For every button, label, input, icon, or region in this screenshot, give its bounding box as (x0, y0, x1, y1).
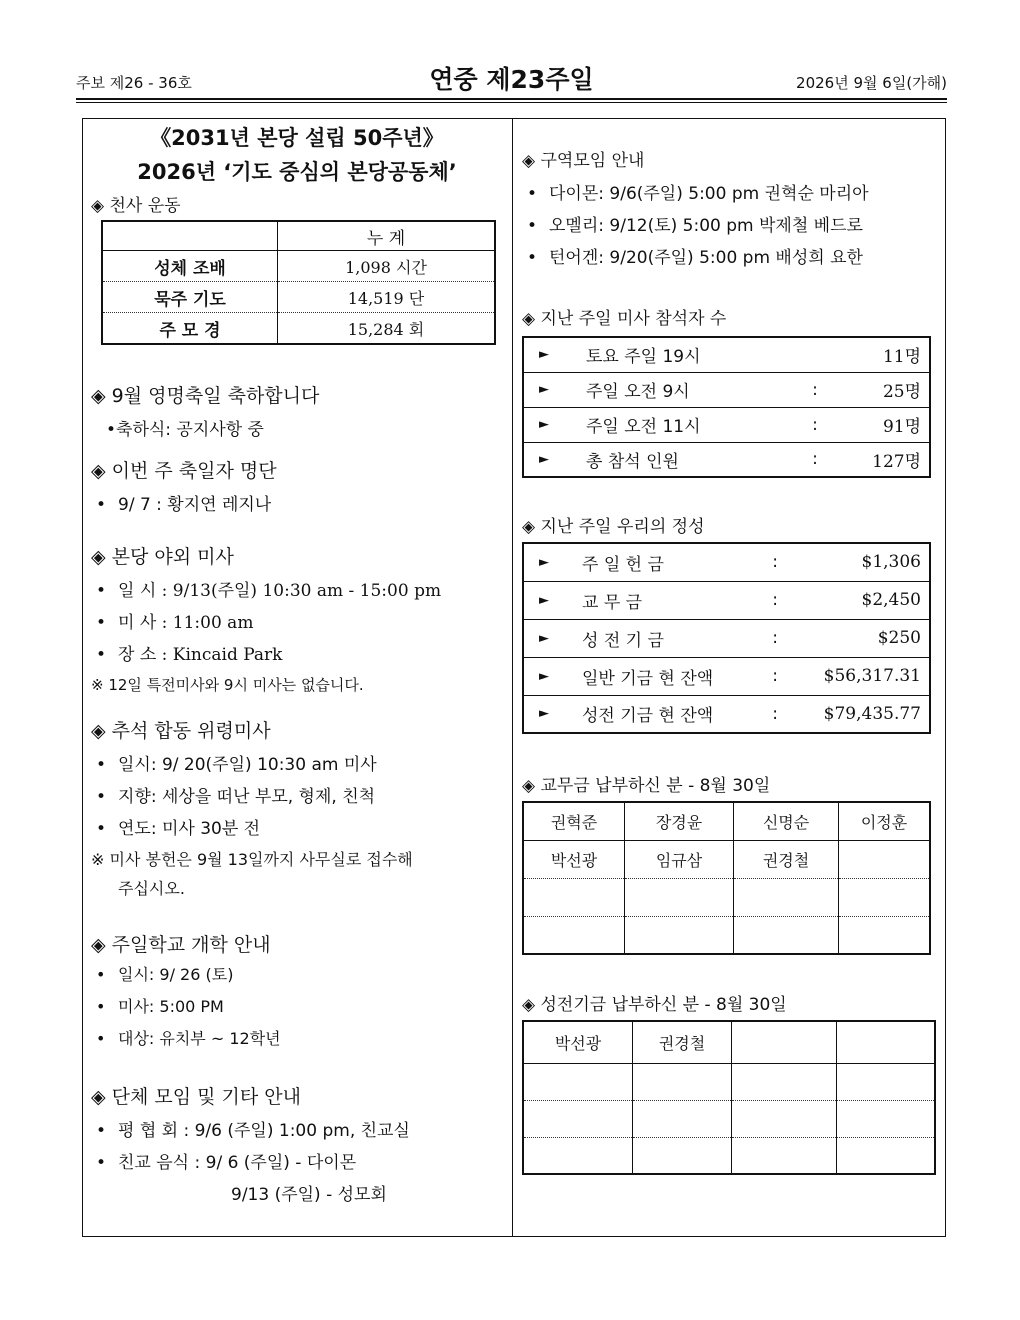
table-row (523, 407, 930, 442)
offering-value: $1,306 (861, 552, 921, 573)
banner-line1: 《2031년 본당 설립 50주년》 (150, 126, 444, 150)
offering-colon: : (760, 581, 790, 619)
chuseok-item: • 연도: 미사 30분 전 (96, 814, 260, 839)
angel-value: 14,519 단 (278, 282, 496, 313)
chuseok-item: • 일시: 9/ 20(주일) 10:30 am 미사 (96, 750, 377, 775)
arrow-icon: ► (523, 657, 564, 695)
attendance-value: 127명 (830, 442, 930, 477)
attendance-label: 총 참석 인원 (564, 442, 800, 477)
attendance-value: 11명 (882, 347, 921, 368)
angel-heading: ◈ 천사 운동 (91, 196, 181, 216)
nameday-item: •축하식: 공지사항 중 (106, 420, 264, 440)
angel-label: 묵주 기도 (102, 282, 278, 313)
column-divider (512, 118, 513, 1237)
issue-number: 주보 제26 - 36호 (76, 74, 192, 92)
chuseok-heading: ◈ 추석 합동 위령미사 (91, 720, 271, 742)
donor-cell (732, 1137, 837, 1174)
donor-cell (523, 1063, 633, 1100)
offering-value: $79,435.77 (790, 695, 930, 733)
chuseok-note: ※ 미사 봉헌은 9월 13일까지 사무실로 접수해 (91, 850, 413, 869)
donor-cell (625, 878, 734, 916)
donor-cell (839, 840, 931, 878)
donor-cell (633, 1137, 732, 1174)
donor-cell (837, 1063, 936, 1100)
groups-item: • 친교 음식 : 9/ 6 (주일) - 다이몬 (96, 1148, 356, 1173)
header-rule (76, 98, 947, 100)
table-row (102, 251, 495, 282)
donor-cell (732, 1063, 837, 1100)
angel-label: 성체 조배 (102, 251, 278, 282)
district-item: • 오멜리: 9/12(토) 5:00 pm 박제철 베드로 (527, 211, 863, 236)
offering-label: 주 일 헌 금 (582, 554, 664, 575)
donor-cell (633, 1063, 732, 1100)
offering-value: $250 (790, 619, 930, 657)
donor-cell: 신명순 (734, 802, 839, 840)
donor-cell: 이정훈 (839, 802, 931, 840)
table-row (523, 543, 930, 581)
page-title: 연중 제23주일 (429, 65, 594, 94)
angel-col-header: 누 계 (278, 221, 496, 251)
donor-cell: 박선광 (523, 840, 625, 878)
offering-colon: : (772, 552, 779, 573)
donor-cell (523, 1100, 633, 1137)
donor-cell (732, 1021, 837, 1063)
district-heading: ◈ 구역모임 안내 (522, 151, 645, 171)
table-row (523, 619, 930, 657)
header-rule-thin (76, 102, 947, 103)
donor-cell (837, 1137, 936, 1174)
district-item: • 턴어겐: 9/20(주일) 5:00 pm 배성희 요한 (527, 243, 863, 268)
donor-cell (837, 1021, 936, 1063)
angel-table (101, 220, 496, 345)
building-heading: ◈ 성전기금 납부하신 분 - 8월 30일 (522, 995, 787, 1015)
table-row (523, 372, 930, 407)
table-row (523, 442, 930, 477)
donor-cell (523, 1137, 633, 1174)
angel-value: 1,098 시간 (278, 251, 496, 282)
donor-cell (839, 916, 931, 954)
table-row (523, 840, 930, 878)
attendance-colon (800, 337, 830, 372)
offering-colon: : (760, 695, 790, 733)
district-item: • 다이몬: 9/6(주일) 5:00 pm 권혁순 마리아 (527, 179, 869, 204)
issue-date: 2026년 9월 6일(가해) (796, 74, 947, 92)
offering-colon: : (760, 619, 790, 657)
attendance-label: 주일 오전 11시 (564, 407, 800, 442)
arrow-icon: ► (523, 581, 564, 619)
offering-label: 성 전 기 금 (564, 619, 760, 657)
donor-cell (839, 878, 931, 916)
diocesan-heading: ◈ 교무금 납부하신 분 - 8월 30일 (522, 776, 771, 796)
donor-cell (523, 878, 625, 916)
arrow-icon: ► (523, 442, 564, 477)
table-row (523, 916, 930, 954)
angel-label: 주 모 경 (102, 313, 278, 345)
attendance-label: 주일 오전 9시 (564, 372, 800, 407)
offering-value: $56,317.31 (790, 657, 930, 695)
groups-item-cont: 9/13 (주일) - 성모회 (231, 1185, 387, 1205)
chuseok-item: • 지향: 세상을 떠난 부모, 형제, 친척 (96, 782, 375, 807)
banner-line2: 2026년 ‘기도 중심의 본당공동체’ (137, 160, 457, 184)
attendance-label: 토요 주일 19시 (586, 347, 701, 368)
arrow-icon: ► (523, 372, 564, 407)
arrow-icon: ► (523, 695, 564, 733)
offering-label: 교 무 금 (564, 581, 760, 619)
arrow-icon: ► (539, 347, 549, 363)
feast-heading: ◈ 이번 주 축일자 명단 (91, 460, 277, 482)
table-row (102, 313, 495, 345)
table-row (523, 878, 930, 916)
groups-heading: ◈ 단체 모임 및 기타 안내 (91, 1086, 301, 1108)
nameday-heading: ◈ 9월 영명축일 축하합니다 (91, 385, 320, 407)
sundayschool-item: • 일시: 9/ 26 (토) (96, 962, 233, 985)
diocesan-donor-table (522, 801, 931, 955)
donor-cell (732, 1100, 837, 1137)
table-row (523, 695, 930, 733)
table-row (523, 581, 930, 619)
groups-item: • 평 협 회 : 9/6 (주일) 1:00 pm, 친교실 (96, 1116, 410, 1141)
outdoor-item: • 일 시 : 9/13(주일) 10:30 am - 15:00 pm (96, 576, 441, 601)
donor-cell (633, 1100, 732, 1137)
donor-cell: 박선광 (554, 1033, 602, 1053)
outdoor-item: • 미 사 : 11:00 am (96, 608, 253, 633)
arrow-icon: ► (523, 407, 564, 442)
arrow-icon: ► (523, 619, 564, 657)
offering-label: 성전 기금 현 잔액 (564, 695, 760, 733)
donor-cell: 권혁준 (550, 812, 598, 832)
bulletin-header (76, 58, 947, 98)
sundayschool-item: • 미사: 5:00 PM (96, 994, 224, 1017)
table-row (523, 1100, 935, 1137)
sundayschool-heading: ◈ 주일학교 개학 안내 (91, 934, 271, 956)
donor-cell: 임규삼 (625, 840, 734, 878)
arrow-icon: ► (539, 554, 549, 570)
donor-cell: 권경철 (633, 1021, 732, 1063)
donor-cell: 장경윤 (625, 802, 734, 840)
attendance-colon: : (800, 372, 830, 407)
table-row (523, 1137, 935, 1174)
table-row (523, 1063, 935, 1100)
sundayschool-item: • 대상: 유치부 ~ 12학년 (96, 1026, 281, 1049)
outdoor-heading: ◈ 본당 야외 미사 (91, 546, 234, 568)
donor-cell (837, 1100, 936, 1137)
table-row (102, 282, 495, 313)
donor-cell (523, 916, 625, 954)
table-row (523, 337, 930, 372)
offering-value: $2,450 (790, 581, 930, 619)
donor-cell (625, 916, 734, 954)
offering-label: 일반 기금 현 잔액 (564, 657, 760, 695)
table-row (523, 657, 930, 695)
attendance-heading: ◈ 지난 주일 미사 참석자 수 (522, 309, 727, 329)
offering-colon: : (760, 657, 790, 695)
building-donor-table (522, 1020, 936, 1175)
outdoor-note: ※ 12일 특전미사와 9시 미사는 없습니다. (91, 676, 364, 694)
attendance-colon: : (800, 407, 830, 442)
attendance-value: 91명 (830, 407, 930, 442)
outdoor-item: • 장 소 : Kincaid Park (96, 640, 283, 665)
attendance-colon: : (800, 442, 830, 477)
attendance-table (522, 336, 931, 478)
angel-value: 15,284 회 (278, 313, 496, 345)
angel-table-corner (102, 221, 278, 251)
donor-cell (734, 878, 839, 916)
chuseok-note-cont: 주십시오. (118, 879, 185, 898)
donor-cell (734, 916, 839, 954)
attendance-value: 25명 (830, 372, 930, 407)
feast-item: • 9/ 7 : 황지연 레지나 (96, 490, 271, 515)
donor-cell: 권경철 (734, 840, 839, 878)
offering-heading: ◈ 지난 주일 우리의 정성 (522, 517, 705, 537)
table-row (523, 1021, 935, 1063)
offering-table (522, 542, 931, 734)
table-row (523, 802, 930, 840)
